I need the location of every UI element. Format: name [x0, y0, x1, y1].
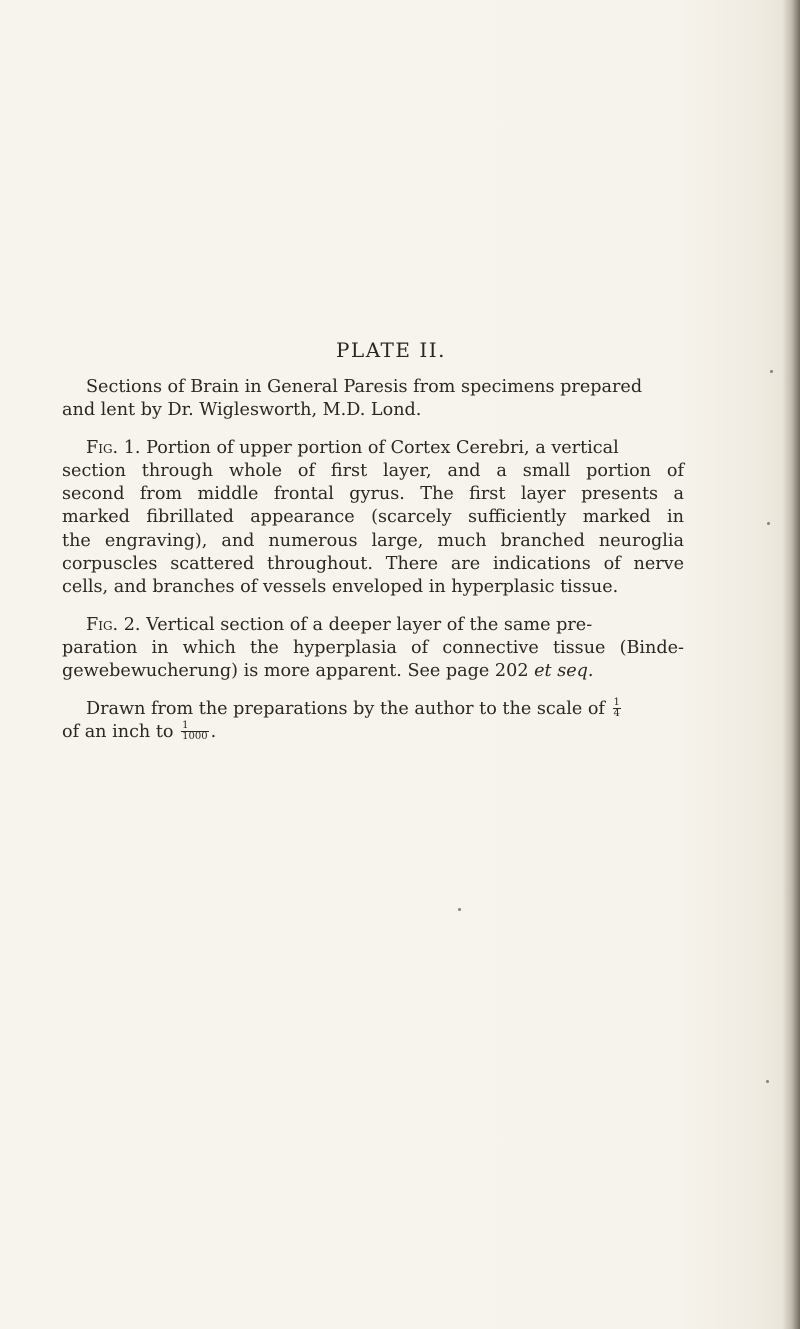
fig1-label: Fig. 1.: [86, 437, 141, 458]
fig1-line: Fig. 1. Portion of upper portion of Cortex Cerebri, a vertical: [86, 437, 619, 458]
page-edge-shadow: [782, 0, 800, 1329]
intro-line: and lent by Dr. Wiglesworth, M.D. Lond.: [62, 400, 422, 421]
fig1-paragraph: [62, 437, 684, 600]
paper-speck: [766, 1080, 769, 1083]
plate-caption: [62, 338, 684, 758]
intro-line: Sections of Brain in General Paresis from specimens prepared: [86, 377, 643, 397]
fig1-line: section through whole of first layer, and a small portion of: [62, 460, 684, 481]
paper-speck: [767, 522, 770, 525]
fig1-line: corpuscles scattered throughout. There are indications of nerve: [62, 554, 684, 575]
fig2-line: gewebewucherung) is more apparent. See page 202 et seq.: [62, 661, 594, 682]
scale-paragraph: [62, 698, 684, 745]
fig2-line: paration in which the hyperplasia of connective tissue (Binde-: [62, 637, 684, 658]
paper-speck: [458, 908, 461, 911]
scale-line: Drawn from the preparations by the author to the scale of $\frac{1}{4}$: [86, 697, 620, 720]
quarter-fraction: $\frac{1}{4}$: [613, 697, 620, 720]
fig2-line: Fig. 2. Vertical section of a deeper layer of the same pre-: [86, 614, 593, 635]
et-seq: et seq.: [534, 661, 594, 682]
plate-title: PLATE II.: [335, 338, 447, 362]
fig1-line: cells, and branches of vessels enveloped in hyperplasic tissue.: [62, 577, 619, 598]
paper-speck: [770, 370, 773, 373]
scale-line: of an inch to $\frac{1}{1000}$ .: [62, 720, 217, 743]
thousandth-fraction: $\frac{1}{1000}$: [182, 720, 208, 743]
fig1-line: marked fibrillated appearance (scarcely sufficiently marked in: [62, 507, 684, 528]
intro-paragraph: [62, 376, 684, 423]
fig2-label: Fig. 2.: [86, 614, 141, 635]
fig1-line: the engraving), and numerous large, much branched neuroglia: [62, 530, 684, 551]
fig2-paragraph: [62, 614, 684, 684]
fig1-line: second from middle frontal gyrus. The first layer presents a: [62, 484, 684, 505]
